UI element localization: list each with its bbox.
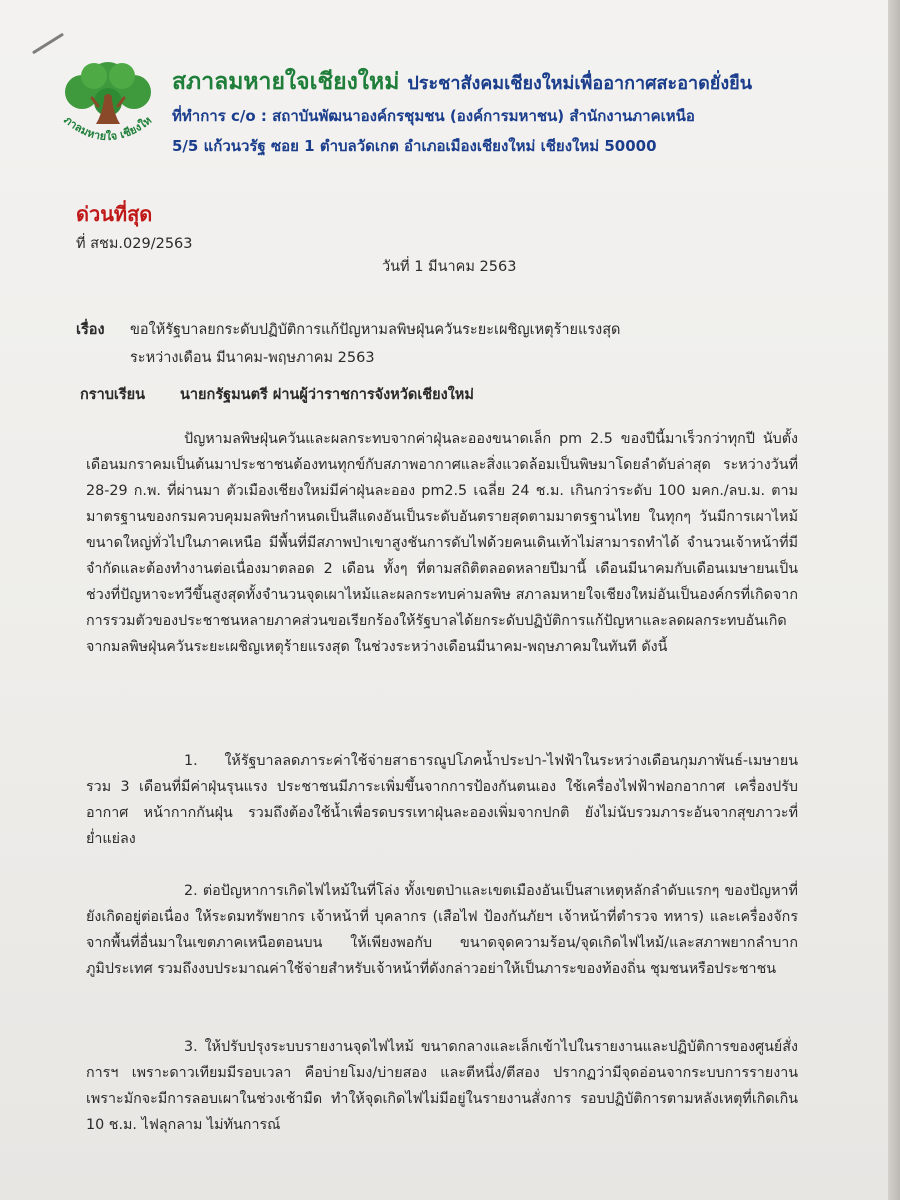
body-paragraph-intro	[86, 426, 798, 660]
recipient-name: นายกรัฐมนตรี ผ่านผู้ว่าราชการจังหวัดเชียงใหม่	[180, 387, 474, 403]
document-number: ที่ สชม.029/2563	[76, 236, 193, 252]
body-paragraph-item-1	[86, 748, 798, 852]
subject-line-2: ระหว่างเดือน มีนาคม-พฤษภาคม 2563	[130, 350, 375, 366]
page-edge	[888, 0, 900, 1200]
svg-text:สภาลมหายใจ เชียงใหม่: ภาลมหายใจ เชียงให	[61, 113, 155, 144]
subject-label: เรื่อง	[76, 322, 105, 338]
paragraph-text: 1. ให้รัฐบาลลดภาระค่าใช้จ่ายสาธารณูปโภคน้ำประปา-ไฟฟ้าในระหว่างเดือนกุมภาพันธ์-เมษายน รวม 3 เดือนที่มีค่าฝุ่นรุนแรง ประชาชนมีภาระเพิ่มขึ้นจากการป้องกันตนเอง ใช้เครื่องไฟฟ้าฟอกอากาศ เครื่องปรับอากาศ หน้ากากกันฝุ่น รวมถึงต้องใช้น้ำเพื่อรดบรรเทาฝุ่นละอองเพิ่มจากปกติ ยังไม่นับรวมภาระอันจากสุขภาวะที่ย่ำแย่ลง	[86, 753, 798, 847]
paragraph-text: 2. ต่อปัญหาการเกิดไฟไหม้ในที่โล่ง ทั้งเขตป่าและเขตเมืองอันเป็นสาเหตุหลักลำดับแรกๆ ของปัญหาที่ยังเกิดอยู่ต่อเนื่อง ให้ระดมทรัพยากร เจ้าหน้าที่ บุคลากร (เสือไฟ ป้องกันภัยฯ เจ้าหน้าที่ตำรวจ ทหาร) และเครื่องจักรจากพื้นที่อื่นมาในเขตภาคเหนือตอนบน ให้เพียงพอกับ ขนาดจุดความร้อน/จุดเกิดไฟไหม้/และสภาพยากลำบากภูมิประเทศ รวมถึงงบประมาณค่าใช้จ่ายสำหรับเจ้าหน้าที่ดังกล่าวอย่าให้เป็นภาระของท้องถิ่น ชุมชนหรือประชาชน	[86, 883, 798, 977]
organization-name	[172, 64, 752, 100]
body-paragraph-item-2	[86, 878, 798, 982]
document-date: วันที่ 1 มีนาคม 2563	[382, 259, 517, 275]
organization-logo	[52, 58, 164, 158]
tree-logo-icon	[52, 58, 164, 158]
body-paragraph-item-3	[86, 1034, 798, 1138]
subject-line-1: ขอให้รัฐบาลยกระดับปฏิบัติการแก้ปัญหามลพิษฝุ่นควันระยะเผชิญเหตุร้ายแรงสุด	[130, 322, 621, 338]
recipient-label: กราบเรียน	[80, 387, 146, 403]
paragraph-text: 3. ให้ปรับปรุงระบบรายงานจุดไฟไหม้ ขนาดกลางและเล็กเข้าไปในรายงานและปฏิบัติการของศูนย์สั่งการฯ เพราะดาวเทียมมีรอบเวลา คือบ่ายโมง/บ่ายสอง และตีหนึ่ง/ตีสอง ปรากฏว่ามีจุดอ่อนจากระบบการรายงาน เพราะมักจะมีการลอบเผาในช่วงเช้ามืด ทำให้จุดเกิดไฟไม่มีอยู่ในรายงานสั่งการ รอบปฏิบัติการตามหลังเหตุที่เกิดเกิน 10 ช.ม. ไฟลุกลาม ไม่ทันการณ์	[86, 1039, 798, 1133]
paragraph-text: ปัญหามลพิษฝุ่นควันและผลกระทบจากค่าฝุ่นละอองขนาดเล็ก pm 2.5 ของปีนี้มาเร็วกว่าทุกปี นับตั้งเดือนมกราคมเป็นต้นมาประชาชนต้องทนทุกข์กับสภาพอากาศและสิ่งแวดล้อมเป็นพิษมาโดยลำดับล่าสุด ระหว่างวันที่ 28-29 ก.พ. ที่ผ่านมา ตัวเมืองเชียงใหม่มีค่าฝุ่นละออง pm2.5 เฉลี่ย 24 ช.ม. เกินกว่าระดับ 100 มคก./ลบ.ม. ตามมาตรฐานของกรมควบคุมมลพิษกำหนดเป็นสีแดงอันเป็นระดับอันตรายสุดตามมาตรฐานไทย ในทุกๆ วันมีการเผาไหม้ขนาดใหญ่ทั่วไปในภาคเหนือ มีพื้นที่มีสภาพป่าเขาสูงชันการดับไฟด้วยคนเดินเท้าไม่สามารถทำได้ จำนวนเจ้าหน้าที่มีจำกัดและต้องทำงานต่อเนื่องมาตลอด 2 เดือน ทั้งๆ ที่ตามสถิติตลอดหลายปีมานี้ เดือนมีนาคมกับเดือนเมษายนเป็นช่วงที่ปัญหาจะทวีขึ้นสูงสุดทั้งจำนวนจุดเผาไหม้และผลกระทบค่ามลพิษ สภาลมหายใจเชียงใหม่อันเป็นองค์กรที่เกิดจากการรวมตัวของประชาชนหลายภาคส่วนขอเรียกร้องให้รัฐบาลได้ยกระดับปฏิบัติการแก้ปัญหาและลดผลกระทบอันเกิดจากมลพิษฝุ่นควันระยะเผชิญเหตุร้ายแรงสุด ในช่วงระหว่างเดือนมีนาคม-พฤษภาคมในทันที ดังนี้	[86, 431, 798, 655]
address-line-1: ที่ทำการ c/o : สถาบันพัฒนาองค์กรชุมชน (องค์การมหาชน) สำนักงานภาคเหนือ	[172, 107, 695, 125]
urgency-label: ด่วนที่สุด	[76, 202, 153, 226]
org-name-text: สภาลมหายใจเชียงใหม่	[172, 69, 400, 95]
org-subtitle: ประชาสังคมเชียงใหม่เพื่ออากาศสะอาดยั่งยืน	[407, 73, 752, 94]
address-line-2: 5/5 แก้วนวรัฐ ซอย 1 ตำบลวัดเกต อำเภอเมืองเชียงใหม่ เชียงใหม่ 50000	[172, 137, 657, 155]
